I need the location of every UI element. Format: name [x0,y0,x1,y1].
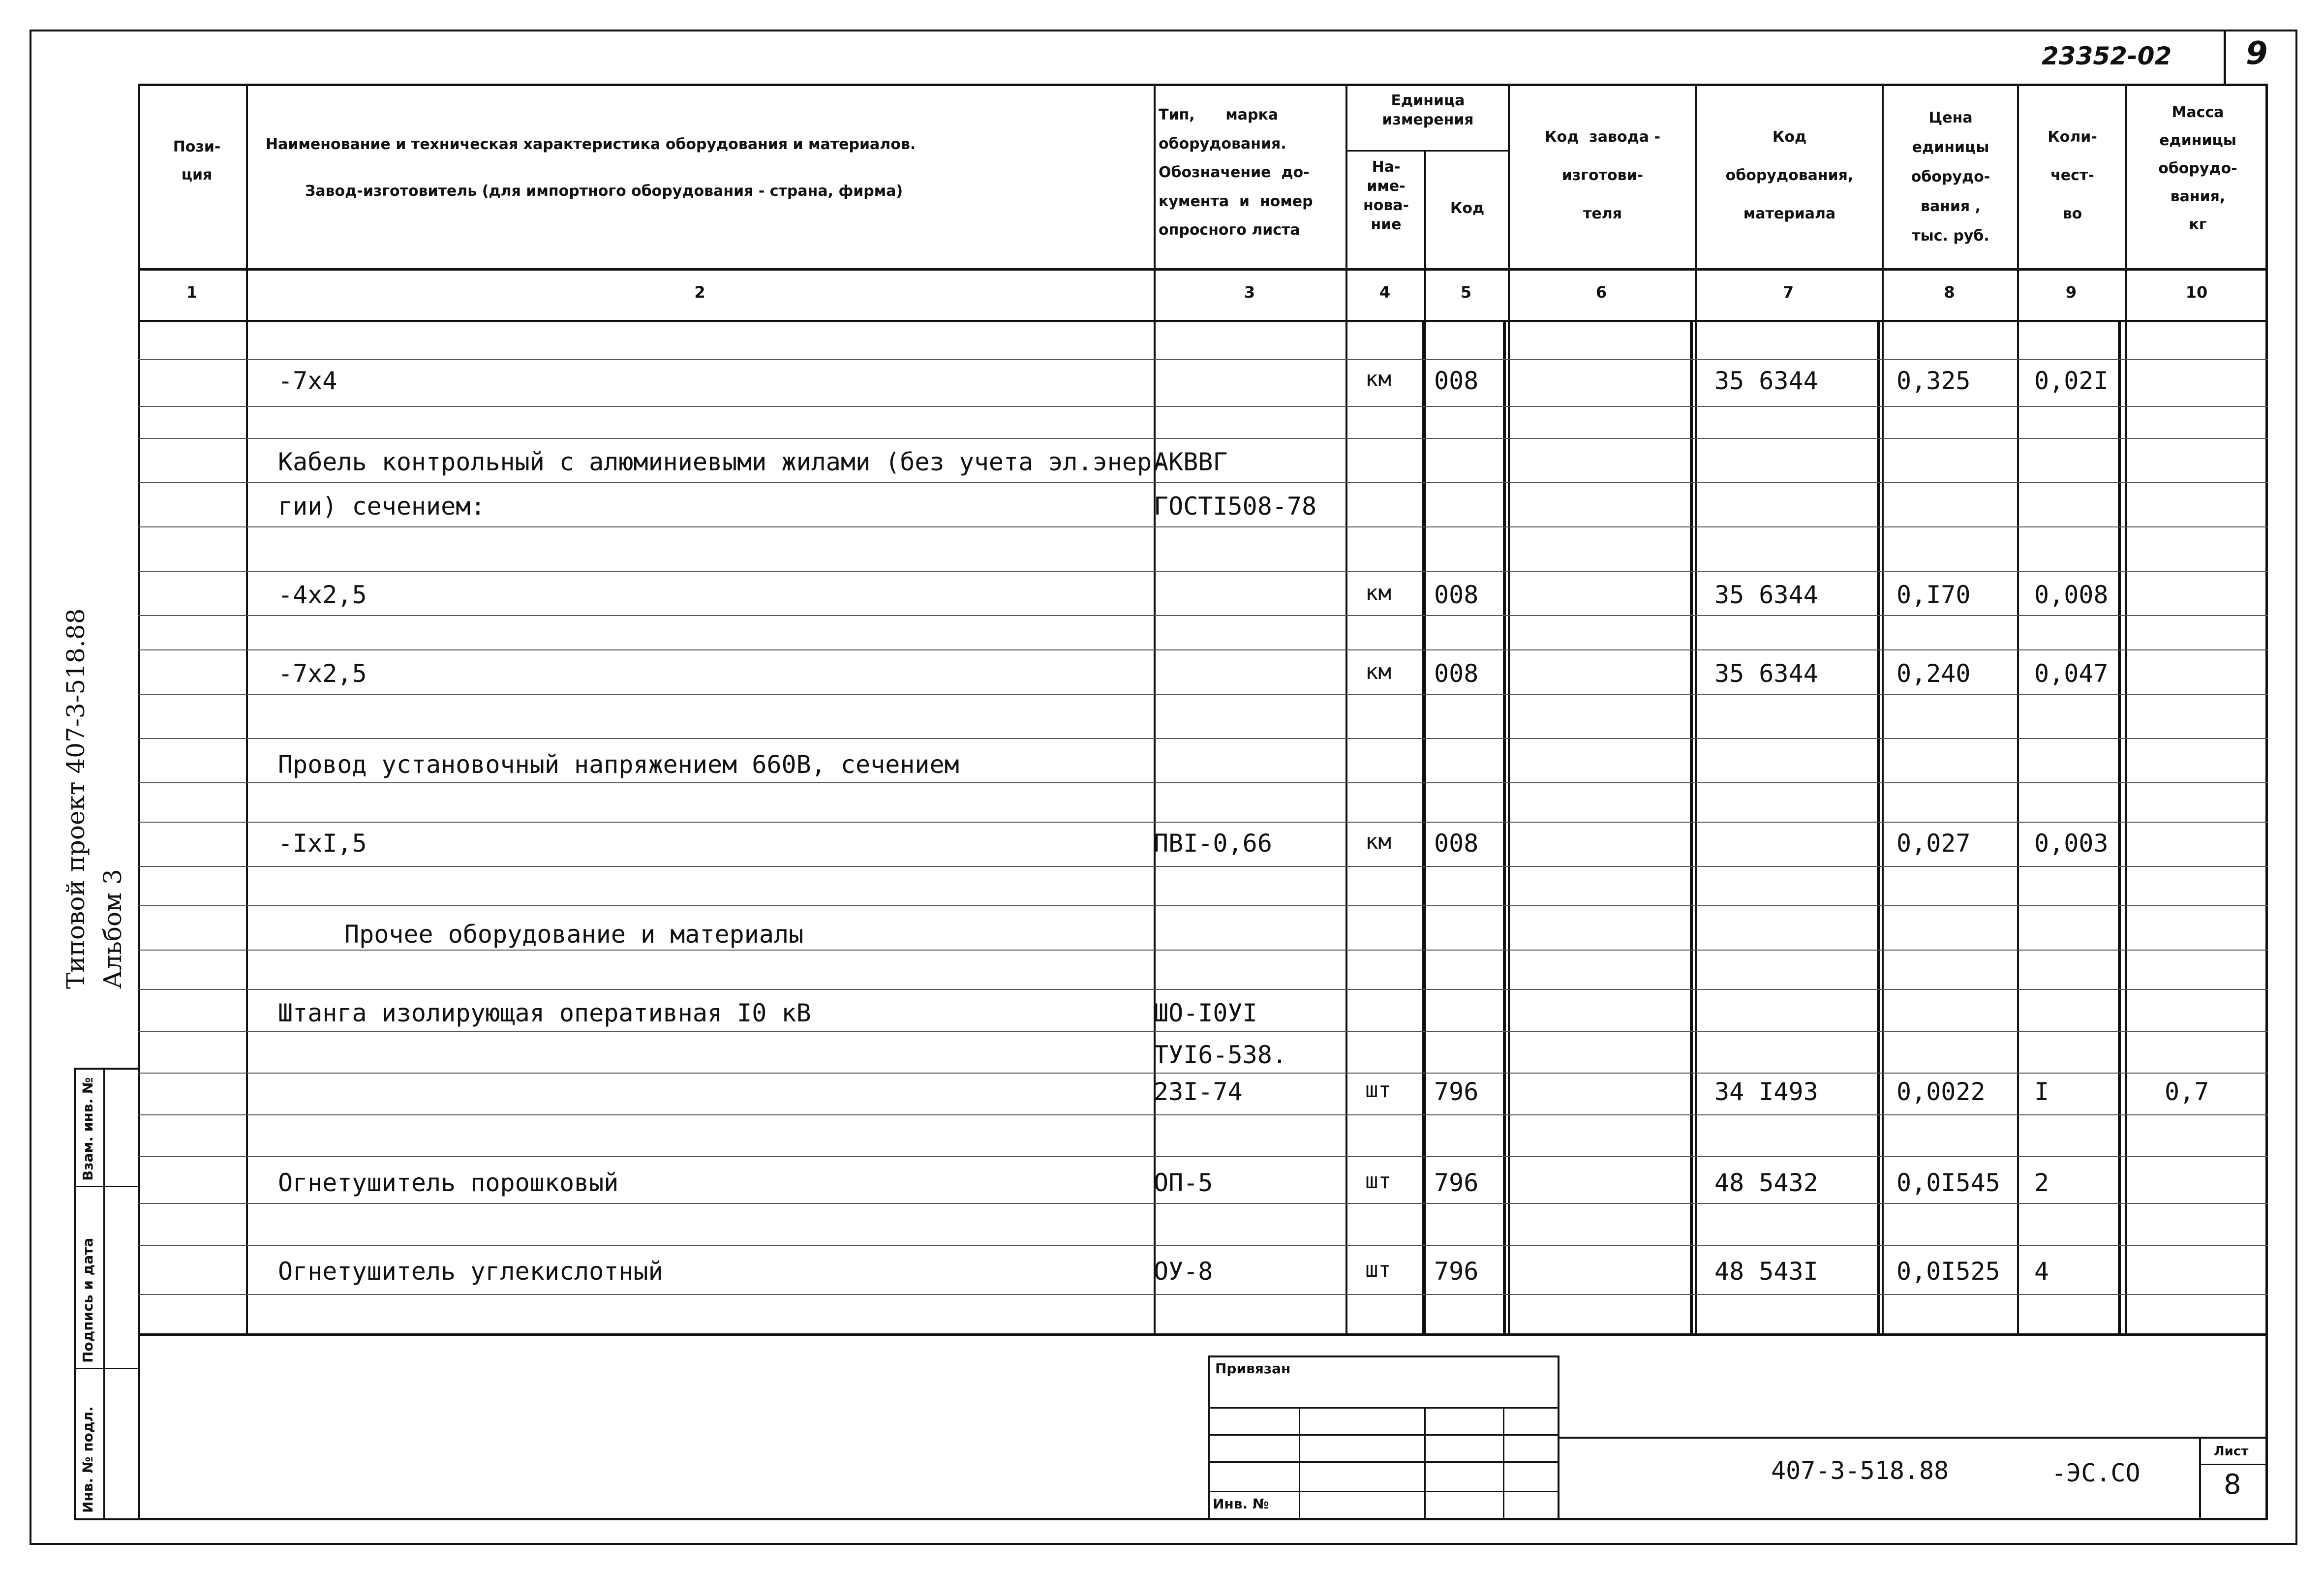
item-name: -7x2,5 [278,659,367,688]
header-manufacturer: Завод-изготовитель (для импортного оборудования - страна, фирма) [305,183,903,200]
document-number: 23352-02 [2042,42,2172,70]
unit-price: 0,0I545 [1896,1169,2000,1197]
stamp-line [1208,1491,1560,1492]
unit-price: 0,0022 [1896,1077,1986,1106]
column-number: 6 [1595,283,1607,302]
row-guide-line [138,1114,2268,1115]
header-unit: Единица измерения [1382,92,1474,128]
col-line [1154,84,1156,1333]
item-type: ОУ-8 [1154,1257,1213,1286]
col-line [246,84,248,1333]
equipment-code: 34 I493 [1714,1077,1818,1106]
stamp-line [1208,1407,1560,1409]
item-name: Кабель контрольный с алюминиевыми жилами (без учета эл.энер- [278,448,1167,476]
quantity: I [2034,1077,2049,1106]
project-code: 407-3-518.88 [1771,1456,1949,1485]
header-mass: Масса единицы оборудо- вания, кг [2158,104,2237,233]
column-number: 8 [1944,283,1955,302]
unit-mass: 0,7 [2165,1077,2209,1106]
row-guide-line [138,989,2268,990]
sheet-box-divider [2199,1464,2268,1465]
quantity: 0,008 [2034,581,2109,609]
unit-price: 0,027 [1896,829,1971,858]
table-body-bottom [138,1333,2268,1336]
equipment-code: 48 543I [1714,1257,1818,1286]
col-line [1695,84,1697,1333]
item-name: -7x4 [278,367,337,395]
stamp-col [1503,1407,1504,1520]
item-name: гии) сечением: [278,492,486,521]
header-type: Тип, марка оборудования. Обозначение до- кумента и номер опросного листа [1159,106,1313,239]
row-guide-line [138,950,2268,951]
header-name: Наименование и техническая характеристика оборудования и материалов. [266,136,916,153]
column-number: 5 [1460,283,1472,302]
stamp-line [1208,1461,1560,1463]
col-line [1508,84,1510,1333]
sheet-number: 8 [2224,1469,2241,1501]
heavy-col-line [1503,320,1506,1333]
column-number-line [138,320,2268,322]
unit-name: км [1365,659,1391,684]
stamp-replacement-inventory: Взам. инв. № [80,1077,96,1181]
unit-subheader-line [1345,150,1508,152]
quantity: 4 [2034,1257,2049,1286]
side-stamp-divider [103,1068,105,1520]
row-guide-line [138,738,2268,739]
side-stamp-separator [74,1186,140,1187]
item-type: ГОСТI508-78 [1154,492,1317,521]
side-stamp-separator [74,1368,140,1369]
side-project-title: Типовой проект 407-3-518.88 [61,608,90,989]
row-guide-line [138,822,2268,823]
row-guide-line [138,694,2268,695]
sheet-label: Лист [2214,1444,2249,1459]
header-unit-name: На- име- нова- ние [1363,158,1409,233]
inventory-label: Инв. № [1213,1496,1269,1512]
unit-price: 0,I70 [1896,581,1971,609]
unit-name: шт [1365,1077,1391,1103]
column-number: 3 [1244,283,1255,302]
quantity: 0,003 [2034,829,2109,858]
equipment-code: 48 5432 [1714,1169,1818,1197]
item-name: Огнетушитель порошковый [278,1169,619,1197]
item-type: ТУI6-538. [1154,1041,1287,1069]
stamp-line [1208,1434,1560,1436]
row-guide-line [138,406,2268,407]
row-guide-line [138,1073,2268,1074]
side-album-label: Альбом 3 [98,869,127,989]
row-guide-line [138,615,2268,616]
header-quantity: Коли- чест- во [2048,128,2097,222]
heavy-col-line [1877,320,1880,1333]
item-type: ОП-5 [1154,1169,1213,1197]
row-guide-line [138,359,2268,360]
col-line [1882,84,1884,1333]
unit-name: шт [1365,1257,1391,1282]
unit-code: 008 [1434,829,1479,858]
col-line [2017,84,2019,1333]
row-guide-line [138,1245,2268,1246]
header-factory-code: Код завода - изготови- теля [1545,128,1660,222]
equipment-code: 35 6344 [1714,659,1818,688]
corner-divider [2224,30,2226,84]
unit-code: 008 [1434,659,1479,688]
header-position: Пози- ция [173,138,221,184]
item-name: Огнетушитель углекислотный [278,1257,663,1286]
row-guide-line [138,526,2268,527]
unit-price: 0,325 [1896,367,1971,395]
item-name: -IxI,5 [278,829,367,858]
row-guide-line [138,482,2268,483]
column-number: 1 [186,283,198,302]
row-guide-line [138,649,2268,650]
unit-name: км [1365,829,1391,854]
row-guide-line [138,1203,2268,1204]
section-title: Прочее оборудование и материалы [344,920,804,949]
unit-name: км [1365,581,1391,606]
row-guide-line [138,571,2268,572]
column-number: 4 [1379,283,1391,302]
col-line [2125,84,2127,1333]
title-block-top [1560,1437,2268,1439]
equipment-code: 35 6344 [1714,367,1818,395]
item-name: -4x2,5 [278,581,367,609]
unit-name: км [1365,367,1391,392]
unit-code: 008 [1434,367,1479,395]
row-guide-line [138,1294,2268,1295]
unit-code: 796 [1434,1077,1479,1106]
row-guide-line [138,905,2268,906]
bound-label: Привязан [1215,1360,1291,1377]
unit-name: шт [1365,1169,1391,1194]
header-bottom-line [138,268,2268,271]
unit-price: 0,240 [1896,659,1971,688]
column-number: 7 [1782,283,1794,302]
equipment-code: 35 6344 [1714,581,1818,609]
item-type: АКВВГ [1154,448,1228,476]
item-name: Штанга изолирующая оперативная I0 кВ [278,999,811,1027]
stamp-col [1424,1407,1426,1520]
item-type: 23I-74 [1154,1077,1243,1106]
row-guide-line [138,782,2268,783]
unit-code: 796 [1434,1257,1479,1286]
unit-price: 0,0I525 [1896,1257,2000,1286]
stamp-inventory-number: Инв. № подл. [80,1406,96,1513]
item-name: Провод установочный напряжением 660В, сечением [278,750,959,779]
doc-suffix: -ЭС.СО [2051,1459,2141,1487]
heavy-col-line [2118,320,2121,1333]
column-number: 2 [694,283,705,302]
row-guide-line [138,1156,2268,1157]
column-number: 10 [2185,283,2208,302]
row-guide-line [138,866,2268,867]
header-unit-code: Код [1450,200,1485,217]
col-line [1345,84,1347,1333]
unit-code: 008 [1434,581,1479,609]
stamp-signature-date: Подпись и дата [80,1237,96,1363]
stamp-col [1299,1407,1300,1520]
item-type: ПВI-0,66 [1154,829,1272,858]
column-number: 9 [2065,283,2077,302]
row-guide-line [138,1031,2268,1032]
item-type: ШО-I0УI [1154,999,1257,1027]
corner-sheet-number: 9 [2246,35,2268,72]
quantity: 2 [2034,1169,2049,1197]
heavy-col-line [1422,320,1425,1333]
unit-code: 796 [1434,1169,1479,1197]
header-price: Цена единицы оборудо- вания , тыс. руб. [1911,109,1990,245]
heavy-col-line [1690,320,1693,1333]
row-guide-line [138,438,2268,439]
quantity: 0,02I [2034,367,2109,395]
header-equipment-code: Код оборудования, материала [1725,128,1854,222]
quantity: 0,047 [2034,659,2109,688]
